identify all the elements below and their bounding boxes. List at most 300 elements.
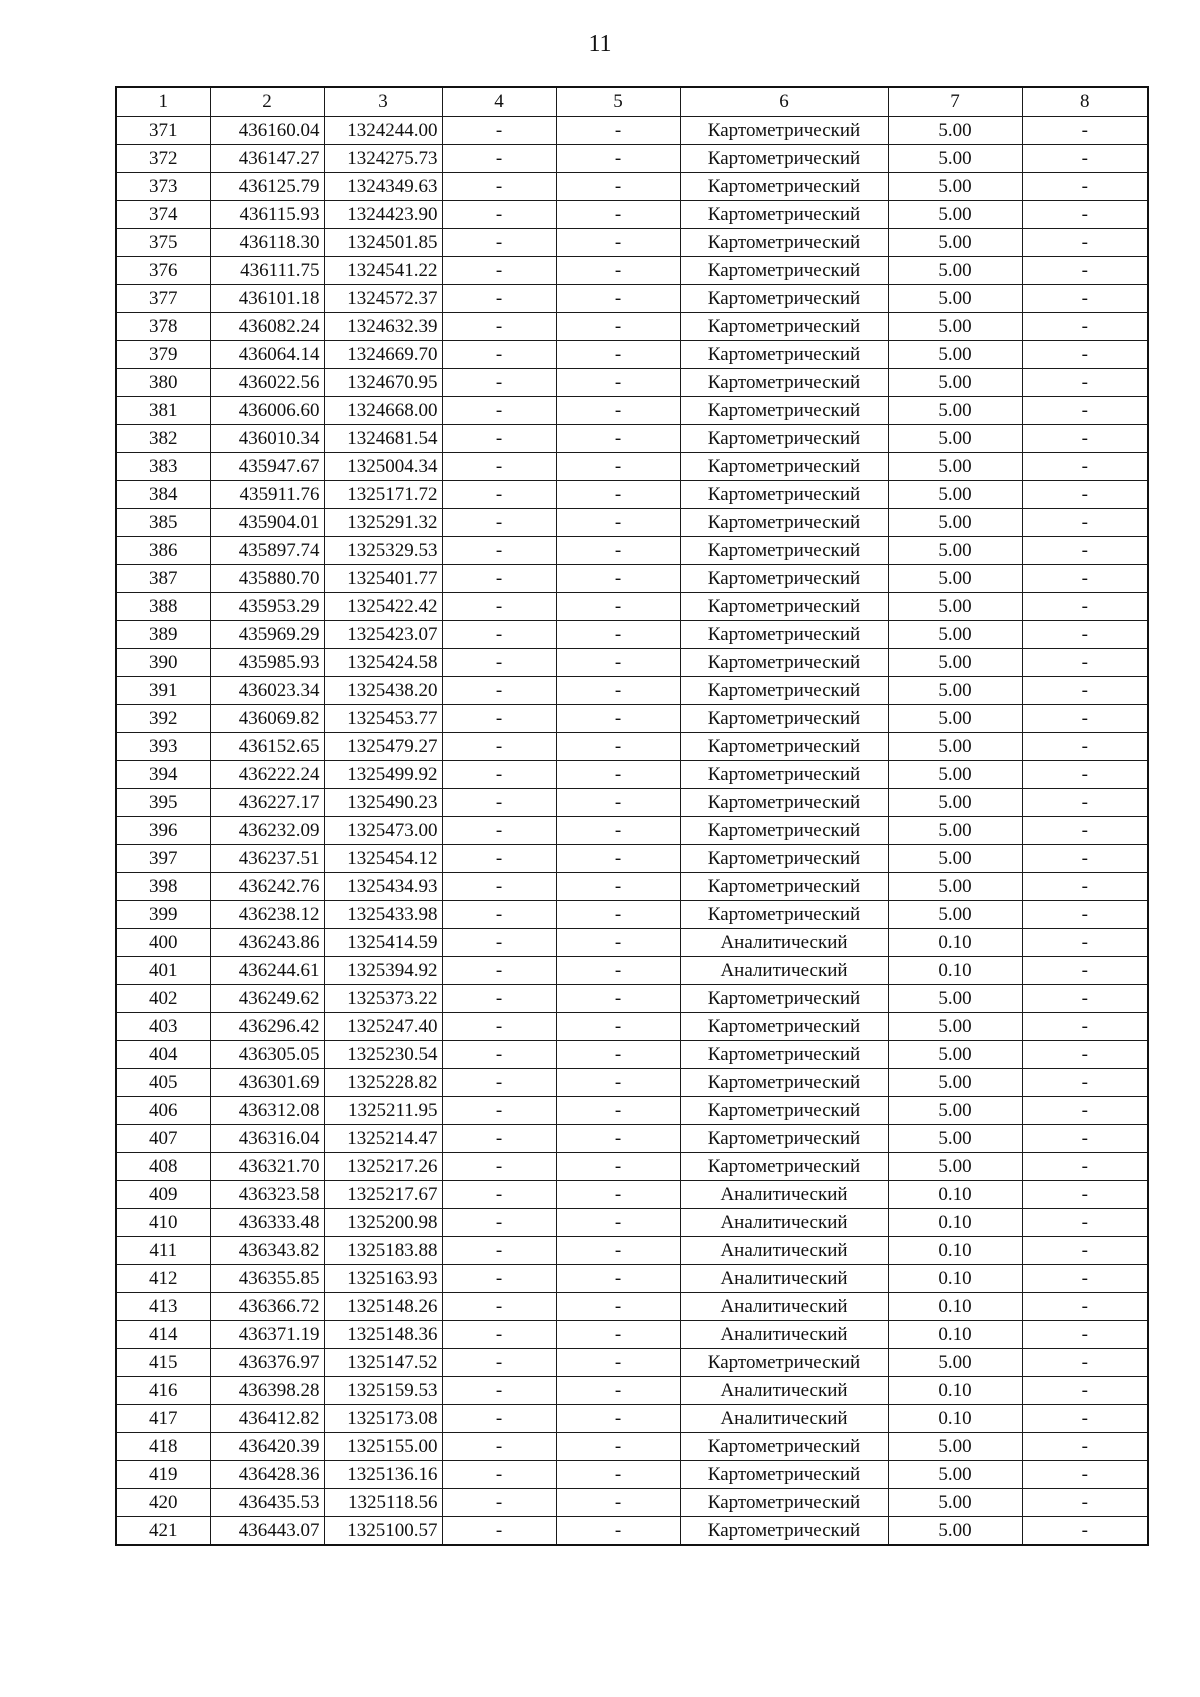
col5-cell: - (556, 313, 680, 341)
table-row (116, 1069, 1148, 1097)
method-cell: Картометрический (680, 369, 888, 397)
x-coordinate-cell: 436238.12 (210, 901, 324, 929)
y-coordinate-cell: 1324670.95 (324, 369, 442, 397)
column-header: 3 (324, 87, 442, 117)
accuracy-cell: 5.00 (888, 565, 1022, 593)
col8-cell: - (1022, 593, 1148, 621)
point-number-cell: 389 (116, 621, 210, 649)
method-cell: Аналитический (680, 1265, 888, 1293)
col5-cell: - (556, 341, 680, 369)
accuracy-cell: 5.00 (888, 341, 1022, 369)
point-number-cell: 385 (116, 509, 210, 537)
x-coordinate-cell: 436366.72 (210, 1293, 324, 1321)
col4-cell: - (442, 1461, 556, 1489)
col8-cell: - (1022, 1125, 1148, 1153)
col4-cell: - (442, 257, 556, 285)
col8-cell: - (1022, 117, 1148, 145)
method-cell: Картометрический (680, 229, 888, 257)
x-coordinate-cell: 436323.58 (210, 1181, 324, 1209)
table-row (116, 957, 1148, 985)
method-cell: Аналитический (680, 1209, 888, 1237)
x-coordinate-cell: 436069.82 (210, 705, 324, 733)
col4-cell: - (442, 481, 556, 509)
accuracy-cell: 0.10 (888, 929, 1022, 957)
col4-cell: - (442, 1097, 556, 1125)
accuracy-cell: 0.10 (888, 1293, 1022, 1321)
method-cell: Аналитический (680, 1293, 888, 1321)
table-header-row (116, 87, 1148, 117)
col8-cell: - (1022, 1489, 1148, 1517)
method-cell: Картометрический (680, 1013, 888, 1041)
point-number-cell: 387 (116, 565, 210, 593)
table-row (116, 1321, 1148, 1349)
col5-cell: - (556, 1237, 680, 1265)
y-coordinate-cell: 1325159.53 (324, 1377, 442, 1405)
method-cell: Картометрический (680, 733, 888, 761)
table-row (116, 369, 1148, 397)
accuracy-cell: 5.00 (888, 229, 1022, 257)
x-coordinate-cell: 436398.28 (210, 1377, 324, 1405)
col4-cell: - (442, 1293, 556, 1321)
accuracy-cell: 5.00 (888, 313, 1022, 341)
x-coordinate-cell: 436249.62 (210, 985, 324, 1013)
accuracy-cell: 5.00 (888, 453, 1022, 481)
method-cell: Картометрический (680, 341, 888, 369)
col5-cell: - (556, 901, 680, 929)
col8-cell: - (1022, 845, 1148, 873)
col4-cell: - (442, 733, 556, 761)
accuracy-cell: 5.00 (888, 1517, 1022, 1546)
method-cell: Картометрический (680, 789, 888, 817)
col8-cell: - (1022, 901, 1148, 929)
x-coordinate-cell: 436435.53 (210, 1489, 324, 1517)
col4-cell: - (442, 789, 556, 817)
column-header: 6 (680, 87, 888, 117)
y-coordinate-cell: 1325230.54 (324, 1041, 442, 1069)
x-coordinate-cell: 435969.29 (210, 621, 324, 649)
point-number-cell: 398 (116, 873, 210, 901)
table-row (116, 1041, 1148, 1069)
col8-cell: - (1022, 537, 1148, 565)
y-coordinate-cell: 1325473.00 (324, 817, 442, 845)
col4-cell: - (442, 341, 556, 369)
col5-cell: - (556, 257, 680, 285)
col4-cell: - (442, 1181, 556, 1209)
method-cell: Картометрический (680, 873, 888, 901)
table-row (116, 1433, 1148, 1461)
col5-cell: - (556, 201, 680, 229)
table-row (116, 1209, 1148, 1237)
table-row (116, 705, 1148, 733)
col5-cell: - (556, 481, 680, 509)
col4-cell: - (442, 761, 556, 789)
column-header: 2 (210, 87, 324, 117)
col5-cell: - (556, 1181, 680, 1209)
y-coordinate-cell: 1325394.92 (324, 957, 442, 985)
y-coordinate-cell: 1325148.26 (324, 1293, 442, 1321)
x-coordinate-cell: 436111.75 (210, 257, 324, 285)
col4-cell: - (442, 1405, 556, 1433)
accuracy-cell: 5.00 (888, 481, 1022, 509)
col8-cell: - (1022, 397, 1148, 425)
table-row (116, 173, 1148, 201)
coordinates-table (115, 86, 1149, 1546)
col8-cell: - (1022, 1181, 1148, 1209)
method-cell: Картометрический (680, 397, 888, 425)
accuracy-cell: 0.10 (888, 1237, 1022, 1265)
point-number-cell: 417 (116, 1405, 210, 1433)
point-number-cell: 416 (116, 1377, 210, 1405)
col5-cell: - (556, 1013, 680, 1041)
x-coordinate-cell: 436115.93 (210, 201, 324, 229)
table-row (116, 1405, 1148, 1433)
point-number-cell: 409 (116, 1181, 210, 1209)
table-row (116, 229, 1148, 257)
y-coordinate-cell: 1325118.56 (324, 1489, 442, 1517)
table-row (116, 649, 1148, 677)
col5-cell: - (556, 649, 680, 677)
table-row (116, 1125, 1148, 1153)
col5-cell: - (556, 1097, 680, 1125)
point-number-cell: 383 (116, 453, 210, 481)
col5-cell: - (556, 845, 680, 873)
point-number-cell: 403 (116, 1013, 210, 1041)
method-cell: Картометрический (680, 509, 888, 537)
point-number-cell: 420 (116, 1489, 210, 1517)
point-number-cell: 404 (116, 1041, 210, 1069)
point-number-cell: 402 (116, 985, 210, 1013)
col5-cell: - (556, 985, 680, 1013)
col8-cell: - (1022, 1237, 1148, 1265)
x-coordinate-cell: 436420.39 (210, 1433, 324, 1461)
col5-cell: - (556, 1069, 680, 1097)
y-coordinate-cell: 1325490.23 (324, 789, 442, 817)
col4-cell: - (442, 1125, 556, 1153)
x-coordinate-cell: 436371.19 (210, 1321, 324, 1349)
accuracy-cell: 5.00 (888, 425, 1022, 453)
x-coordinate-cell: 436082.24 (210, 313, 324, 341)
column-header: 4 (442, 87, 556, 117)
method-cell: Картометрический (680, 173, 888, 201)
x-coordinate-cell: 436222.24 (210, 761, 324, 789)
point-number-cell: 412 (116, 1265, 210, 1293)
x-coordinate-cell: 436312.08 (210, 1097, 324, 1125)
table-row (116, 789, 1148, 817)
method-cell: Картометрический (680, 1069, 888, 1097)
col8-cell: - (1022, 1153, 1148, 1181)
table-row (116, 873, 1148, 901)
method-cell: Картометрический (680, 677, 888, 705)
accuracy-cell: 5.00 (888, 537, 1022, 565)
y-coordinate-cell: 1325147.52 (324, 1349, 442, 1377)
col5-cell: - (556, 1489, 680, 1517)
col8-cell: - (1022, 509, 1148, 537)
method-cell: Картометрический (680, 117, 888, 145)
y-coordinate-cell: 1324572.37 (324, 285, 442, 313)
col4-cell: - (442, 313, 556, 341)
accuracy-cell: 5.00 (888, 677, 1022, 705)
accuracy-cell: 5.00 (888, 593, 1022, 621)
x-coordinate-cell: 436160.04 (210, 117, 324, 145)
accuracy-cell: 5.00 (888, 1153, 1022, 1181)
page-number: 11 (588, 31, 612, 57)
col4-cell: - (442, 229, 556, 257)
point-number-cell: 405 (116, 1069, 210, 1097)
accuracy-cell: 5.00 (888, 901, 1022, 929)
method-cell: Картометрический (680, 313, 888, 341)
method-cell: Аналитический (680, 1405, 888, 1433)
point-number-cell: 382 (116, 425, 210, 453)
table-row (116, 1153, 1148, 1181)
table-row (116, 621, 1148, 649)
col4-cell: - (442, 1321, 556, 1349)
accuracy-cell: 5.00 (888, 201, 1022, 229)
table-row (116, 285, 1148, 313)
col5-cell: - (556, 173, 680, 201)
y-coordinate-cell: 1325217.26 (324, 1153, 442, 1181)
table-row (116, 733, 1148, 761)
column-header: 1 (116, 87, 210, 117)
x-coordinate-cell: 436376.97 (210, 1349, 324, 1377)
column-header: 7 (888, 87, 1022, 117)
col5-cell: - (556, 285, 680, 313)
table-row (116, 425, 1148, 453)
col8-cell: - (1022, 257, 1148, 285)
col8-cell: - (1022, 1377, 1148, 1405)
table-row (116, 1097, 1148, 1125)
y-coordinate-cell: 1325214.47 (324, 1125, 442, 1153)
col8-cell: - (1022, 481, 1148, 509)
x-coordinate-cell: 436064.14 (210, 341, 324, 369)
col8-cell: - (1022, 817, 1148, 845)
col5-cell: - (556, 733, 680, 761)
point-number-cell: 410 (116, 1209, 210, 1237)
col5-cell: - (556, 229, 680, 257)
col8-cell: - (1022, 873, 1148, 901)
col4-cell: - (442, 873, 556, 901)
accuracy-cell: 5.00 (888, 705, 1022, 733)
method-cell: Картометрический (680, 285, 888, 313)
col8-cell: - (1022, 425, 1148, 453)
point-number-cell: 413 (116, 1293, 210, 1321)
point-number-cell: 401 (116, 957, 210, 985)
col8-cell: - (1022, 957, 1148, 985)
y-coordinate-cell: 1325423.07 (324, 621, 442, 649)
col4-cell: - (442, 1377, 556, 1405)
accuracy-cell: 5.00 (888, 369, 1022, 397)
point-number-cell: 379 (116, 341, 210, 369)
y-coordinate-cell: 1324668.00 (324, 397, 442, 425)
x-coordinate-cell: 436305.05 (210, 1041, 324, 1069)
col8-cell: - (1022, 565, 1148, 593)
y-coordinate-cell: 1325163.93 (324, 1265, 442, 1293)
point-number-cell: 381 (116, 397, 210, 425)
y-coordinate-cell: 1325434.93 (324, 873, 442, 901)
accuracy-cell: 5.00 (888, 649, 1022, 677)
col8-cell: - (1022, 285, 1148, 313)
table-row (116, 481, 1148, 509)
col4-cell: - (442, 509, 556, 537)
table-row (116, 817, 1148, 845)
accuracy-cell: 5.00 (888, 257, 1022, 285)
col8-cell: - (1022, 1349, 1148, 1377)
y-coordinate-cell: 1325422.42 (324, 593, 442, 621)
accuracy-cell: 5.00 (888, 509, 1022, 537)
method-cell: Картометрический (680, 425, 888, 453)
x-coordinate-cell: 435897.74 (210, 537, 324, 565)
col5-cell: - (556, 565, 680, 593)
col4-cell: - (442, 145, 556, 173)
col4-cell: - (442, 1265, 556, 1293)
point-number-cell: 384 (116, 481, 210, 509)
y-coordinate-cell: 1325173.08 (324, 1405, 442, 1433)
col4-cell: - (442, 537, 556, 565)
method-cell: Картометрический (680, 1125, 888, 1153)
col8-cell: - (1022, 929, 1148, 957)
point-number-cell: 371 (116, 117, 210, 145)
table-row (116, 1293, 1148, 1321)
point-number-cell: 376 (116, 257, 210, 285)
method-cell: Картометрический (680, 705, 888, 733)
col8-cell: - (1022, 1265, 1148, 1293)
y-coordinate-cell: 1324669.70 (324, 341, 442, 369)
method-cell: Картометрический (680, 845, 888, 873)
col4-cell: - (442, 369, 556, 397)
col8-cell: - (1022, 453, 1148, 481)
col4-cell: - (442, 705, 556, 733)
col5-cell: - (556, 677, 680, 705)
table-row (116, 1377, 1148, 1405)
col8-cell: - (1022, 145, 1148, 173)
method-cell: Картометрический (680, 1433, 888, 1461)
method-cell: Картометрический (680, 621, 888, 649)
table-row (116, 1237, 1148, 1265)
col5-cell: - (556, 1125, 680, 1153)
y-coordinate-cell: 1325004.34 (324, 453, 442, 481)
x-coordinate-cell: 436125.79 (210, 173, 324, 201)
col8-cell: - (1022, 621, 1148, 649)
table-row (116, 1265, 1148, 1293)
accuracy-cell: 5.00 (888, 173, 1022, 201)
col4-cell: - (442, 1517, 556, 1546)
y-coordinate-cell: 1325479.27 (324, 733, 442, 761)
column-header: 5 (556, 87, 680, 117)
col8-cell: - (1022, 1405, 1148, 1433)
x-coordinate-cell: 436412.82 (210, 1405, 324, 1433)
method-cell: Аналитический (680, 1237, 888, 1265)
col8-cell: - (1022, 677, 1148, 705)
col8-cell: - (1022, 1041, 1148, 1069)
y-coordinate-cell: 1325200.98 (324, 1209, 442, 1237)
col5-cell: - (556, 1321, 680, 1349)
table-row (116, 201, 1148, 229)
col8-cell: - (1022, 761, 1148, 789)
col4-cell: - (442, 1041, 556, 1069)
x-coordinate-cell: 436343.82 (210, 1237, 324, 1265)
y-coordinate-cell: 1325100.57 (324, 1517, 442, 1546)
y-coordinate-cell: 1325228.82 (324, 1069, 442, 1097)
col4-cell: - (442, 649, 556, 677)
col4-cell: - (442, 453, 556, 481)
accuracy-cell: 5.00 (888, 1013, 1022, 1041)
col5-cell: - (556, 593, 680, 621)
col8-cell: - (1022, 173, 1148, 201)
col5-cell: - (556, 369, 680, 397)
accuracy-cell: 5.00 (888, 761, 1022, 789)
y-coordinate-cell: 1325433.98 (324, 901, 442, 929)
accuracy-cell: 5.00 (888, 789, 1022, 817)
y-coordinate-cell: 1324275.73 (324, 145, 442, 173)
x-coordinate-cell: 436242.76 (210, 873, 324, 901)
col8-cell: - (1022, 985, 1148, 1013)
x-coordinate-cell: 436010.34 (210, 425, 324, 453)
y-coordinate-cell: 1324632.39 (324, 313, 442, 341)
method-cell: Картометрический (680, 1489, 888, 1517)
method-cell: Картометрический (680, 1461, 888, 1489)
method-cell: Картометрический (680, 649, 888, 677)
col8-cell: - (1022, 1097, 1148, 1125)
point-number-cell: 392 (116, 705, 210, 733)
method-cell: Картометрический (680, 1097, 888, 1125)
point-number-cell: 418 (116, 1433, 210, 1461)
y-coordinate-cell: 1325148.36 (324, 1321, 442, 1349)
col5-cell: - (556, 1517, 680, 1546)
col4-cell: - (442, 117, 556, 145)
col5-cell: - (556, 1265, 680, 1293)
table-row (116, 1181, 1148, 1209)
table-row (116, 565, 1148, 593)
method-cell: Картометрический (680, 1517, 888, 1546)
col5-cell: - (556, 1153, 680, 1181)
col4-cell: - (442, 1237, 556, 1265)
col5-cell: - (556, 117, 680, 145)
accuracy-cell: 5.00 (888, 621, 1022, 649)
table-row (116, 537, 1148, 565)
x-coordinate-cell: 436321.70 (210, 1153, 324, 1181)
y-coordinate-cell: 1325414.59 (324, 929, 442, 957)
point-number-cell: 396 (116, 817, 210, 845)
x-coordinate-cell: 436355.85 (210, 1265, 324, 1293)
y-coordinate-cell: 1325373.22 (324, 985, 442, 1013)
x-coordinate-cell: 436301.69 (210, 1069, 324, 1097)
x-coordinate-cell: 436006.60 (210, 397, 324, 425)
y-coordinate-cell: 1325291.32 (324, 509, 442, 537)
y-coordinate-cell: 1324681.54 (324, 425, 442, 453)
col8-cell: - (1022, 1293, 1148, 1321)
x-coordinate-cell: 436296.42 (210, 1013, 324, 1041)
table-row (116, 145, 1148, 173)
accuracy-cell: 5.00 (888, 985, 1022, 1013)
col8-cell: - (1022, 1069, 1148, 1097)
col5-cell: - (556, 789, 680, 817)
table-row (116, 1489, 1148, 1517)
y-coordinate-cell: 1325136.16 (324, 1461, 442, 1489)
col4-cell: - (442, 845, 556, 873)
col8-cell: - (1022, 789, 1148, 817)
method-cell: Картометрический (680, 453, 888, 481)
method-cell: Картометрический (680, 565, 888, 593)
point-number-cell: 386 (116, 537, 210, 565)
col5-cell: - (556, 1293, 680, 1321)
point-number-cell: 421 (116, 1517, 210, 1546)
col4-cell: - (442, 1069, 556, 1097)
method-cell: Картометрический (680, 1153, 888, 1181)
x-coordinate-cell: 436316.04 (210, 1125, 324, 1153)
table-row (116, 509, 1148, 537)
point-number-cell: 411 (116, 1237, 210, 1265)
y-coordinate-cell: 1325155.00 (324, 1433, 442, 1461)
col8-cell: - (1022, 313, 1148, 341)
